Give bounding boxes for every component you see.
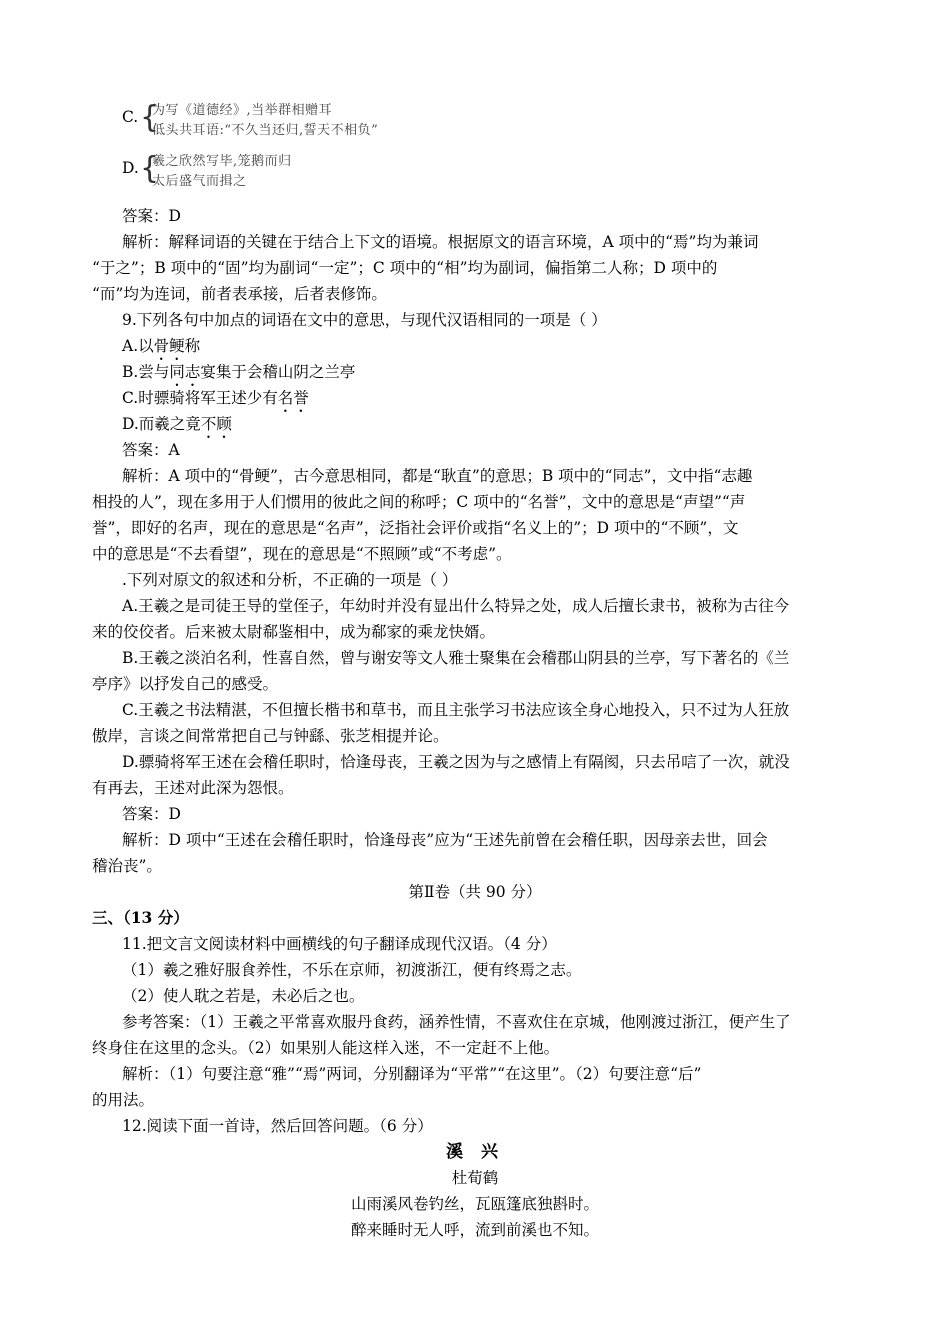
- option-d-line2: 太后盛气而揖之: [152, 174, 247, 189]
- q9-analysis-2: 相投的人”，现在多用于人们惯用的彼此之间的称呼；C 项中的“名誉”，文中的意思是“声望”“声: [92, 493, 746, 511]
- q12-stem: 12.阅读下面一首诗，然后回答问题。（6 分）: [122, 1117, 433, 1135]
- section-3-heading: 三、（13 分）: [92, 908, 189, 927]
- q9-analysis-1: 解析：A 项中的“骨鲠”，古今意思相同，都是“耿直”的意思；B 项中的“同志”，文中指“志趣: [122, 467, 753, 485]
- q9-option-b: [122, 362, 355, 390]
- q9-c-dotted-word: 名誉: [277, 389, 309, 407]
- option-c-line2: 低头共耳语:“不久当还归,誓天不相负”: [152, 123, 379, 138]
- q11-sentence-2: （2）使人耽之若是，未必后之也。: [122, 987, 365, 1005]
- q11-stem: 11.把文言文阅读材料中画横线的句子翻译成现代汉语。（4 分）: [122, 935, 557, 953]
- q10-option-c-2: 傲岸，言谈之间常常把自己与钟繇、张芝相提并论。: [92, 727, 449, 745]
- volume-2-heading: 第Ⅱ卷（共 90 分）: [408, 883, 542, 901]
- q9-d-dotted-word: 不顾: [200, 415, 232, 433]
- q10-option-b-1: B.王羲之淡泊名利，性喜自然，曾与谢安等文人雅士聚集在会稽郡山阴县的兰亭，写下著名的《兰: [122, 649, 790, 667]
- q10-answer: 答案：D: [122, 805, 181, 823]
- q11-sentence-1: （1）羲之雅好服食养性，不乐在京师，初渡浙江，便有终焉之志。: [122, 961, 582, 979]
- q9-d-pre: D.而羲之竟: [122, 415, 201, 433]
- q8-analysis-3: “而”均为连词，前者表承接，后者表修饰。: [92, 285, 387, 303]
- q11-analysis-1: 解析：（1）句要注意“雅”“焉”两词，分别翻译为“平常”“在这里”。（2）句要注意“后”: [122, 1065, 702, 1083]
- option-d-line1: 羲之欣然写毕,笼鹅而归: [152, 154, 292, 169]
- q10-stem: .下列对原文的叙述和分析，不正确的一项是（ ）: [122, 571, 458, 589]
- q9-option-d: [122, 414, 232, 442]
- poem-line-1: 山雨溪风卷钓丝，瓦瓯篷底独斟时。: [350, 1195, 599, 1213]
- q11-reference-2: 终身住在这里的念头。（2）如果别人能这样入迷，不一定赶不上他。: [92, 1039, 560, 1057]
- option-c-line1: 为写《道德经》,当举群相赠耳: [152, 103, 333, 118]
- poem-author: 杜荀鹤: [451, 1169, 499, 1187]
- option-d-label: D.: [122, 159, 139, 177]
- q10-option-a-2: 来的佼佼者。后来被太尉郗鉴相中，成为郗家的乘龙快婿。: [92, 623, 496, 641]
- q9-c-pre: C.时骠骑将军王述少有: [122, 389, 278, 407]
- q10-option-d-2: 有再去，王述对此深为怨恨。: [92, 779, 294, 797]
- q8-answer: 答案：D: [122, 207, 181, 225]
- q9-option-a: [122, 336, 200, 364]
- option-c-label: C.: [122, 108, 139, 126]
- q10-option-c-1: C.王羲之书法精湛，不但擅长楷书和草书，而且主张学习书法应该全身心地投入，只不过为人狂放: [122, 701, 790, 719]
- q9-analysis-3: 誉”，即好的名声，现在的意思是“名声”，泛指社会评价或指“名义上的”；D 项中的“不顾”，文: [92, 519, 739, 537]
- q9-b-post: 宴集于会稽山阴之兰亭: [200, 363, 356, 381]
- q9-option-c: [122, 388, 309, 416]
- q8-analysis-1: 解析：解释词语的关键在于结合上下文的语境。根据原文的语言环境，A 项中的“焉”均为兼词: [122, 233, 759, 251]
- q11-reference-1: 参考答案：（1）王羲之平常喜欢服丹食药，涵养性情，不喜欢住在京城，他刚渡过浙江，便产生了: [122, 1013, 791, 1031]
- q9-b-pre: B.尝与: [122, 363, 170, 381]
- q9-stem: 9.下列各句中加点的词语在文中的意思，与现代汉语相同的一项是（ ）: [122, 311, 607, 329]
- option-d-brace: {: [140, 151, 160, 186]
- poem-title: 溪 兴: [446, 1142, 504, 1162]
- q8-analysis-2: “于之”；B 项中的“固”均为副词“一定”；C 项中的“相”均为副词，偏指第二人称；D 项中的: [92, 259, 718, 277]
- q9-a-post: 称: [184, 337, 201, 355]
- q11-analysis-2: 的用法。: [92, 1091, 155, 1109]
- q10-analysis-1: 解析：D 项中“王述在会稽任职时，恰逢母丧”应为“王述先前曾在会稽任职，因母亲去世，回会: [122, 831, 768, 849]
- q10-option-d-1: D.骠骑将军王述在会稽任职时，恰逢母丧，王羲之因为与之感情上有隔阂，只去吊唁了一次，就没: [122, 753, 790, 771]
- q9-b-dotted-word: 同志: [169, 363, 201, 381]
- q10-option-a-1: A.王羲之是司徒王导的堂侄子，年幼时并没有显出什么特异之处，成人后擅长隶书，被称为古往今: [122, 597, 790, 615]
- q9-a-dotted-word: 骨鲠: [153, 337, 185, 355]
- q9-analysis-4: 中的意思是“不去看望”，现在的意思是“不照顾”或“不考虑”。: [92, 545, 512, 563]
- option-c-brace: {: [140, 100, 160, 135]
- poem-line-2: 醉来睡时无人呼，流到前溪也不知。: [350, 1221, 599, 1239]
- q9-answer: 答案：A: [122, 441, 180, 459]
- q9-a-pre: A.以: [122, 337, 154, 355]
- q10-analysis-2: 稽治丧”。: [92, 857, 162, 875]
- q10-option-b-2: 亭序》以抒发自己的感受。: [92, 675, 279, 693]
